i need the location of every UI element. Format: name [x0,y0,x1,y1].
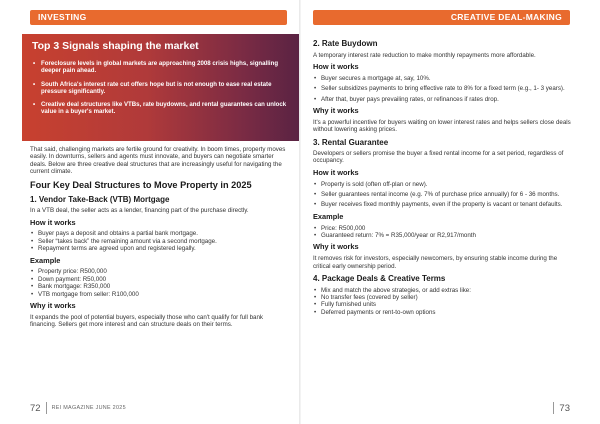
list-item: • Price: R500,000 [313,225,571,232]
signal-item: • Foreclosure levels in global markets are approaching 2008 crisis highs, signalling deeper pain ahead. [32,60,289,75]
page-number: 73 [559,402,570,414]
vtb-why-body: It expands the pool of potential buyers, especially those who can't qualify for full bank financing. Sellers get more interest and can structure deals on their terms. [30,313,264,329]
rental-example-heading: Example [313,211,344,221]
rental-example-list [313,225,571,240]
vtb-how-list [30,230,288,252]
article-headline: Four Key Deal Structures to Move Property in 2025 [30,179,252,190]
list-item: • Bank mortgage: R350,000 [30,283,288,290]
rental-body: Developers or sellers promise the buyer a fixed rental income for a set period, regardless of occupancy. [313,150,564,165]
signals-list [32,60,289,116]
buydown-how-heading: How it works [313,61,359,71]
rental-why-body: It removes risk for investors, especially newcomers, by ensuring stable income during the critical early ownership period. [313,255,558,270]
list-item: • Down payment: R50,000 [30,276,288,283]
right-page-column [313,36,571,319]
list-item: • No transfer fees (covered by seller) [313,294,571,301]
package-list [313,287,571,317]
list-item: • Repayment terms are agreed upon and registered legally. [30,245,288,252]
list-item: • VTB mortgage from seller: R100,000 [30,291,288,298]
left-page-column [30,146,288,333]
buydown-heading: 2. Rate Buydown [313,39,378,48]
footer-divider [46,402,47,414]
list-item: • Deferred payments or rent-to-own options [313,309,571,316]
list-item: • Seller guarantees rental income (e.g. 7% of purchase price annually) for 6 - 36 months. [313,191,571,198]
magazine-issue-label: REI MAGAZINE JUNE 2025 [51,405,126,411]
vtb-why-heading: Why it works [30,300,76,310]
buydown-body: A temporary interest rate reduction to make monthly repayments more affordable. [313,51,536,59]
vtb-body: In a VTB deal, the seller acts as a lender, financing part of the purchase directly. [30,207,249,215]
list-item: • Buyer pays a deposit and obtains a partial bank mortgage. [30,230,288,237]
vtb-example-list [30,268,288,298]
signals-callout-box [22,34,299,141]
list-item: • Seller “takes back” the remaining amount via a second mortgage. [30,238,288,245]
rental-how-list [313,181,571,209]
signal-item: • Creative deal structures like VTBs, rate buydowns, and rental guarantees can unlock value in a buyer's market. [32,101,289,116]
left-page-footer [30,401,126,415]
rental-why-heading: Why it works [313,242,359,252]
list-item: • Seller subsidizes payments to bring effective rate to 8% for a fixed term (e.g., 1- 3 years). [313,85,571,92]
list-item: • Property is sold (often off-plan or new). [313,181,571,188]
buydown-why-body: It's a powerful incentive for buyers waiting on lower interest rates and helps sellers close deals without lowering asking prices. [313,118,571,134]
rental-heading: 3. Rental Guarantee [313,137,389,147]
list-item: • Guaranteed return: 7% = R35,000/year or R2,917/month [313,232,571,239]
list-item: • Property price: R500,000 [30,268,288,275]
package-heading: 4. Package Deals & Creative Terms [313,274,446,284]
footer-divider [553,402,554,414]
buydown-how-list [313,75,571,103]
rental-how-heading: How it works [313,167,359,177]
list-item: • After that, buyer pays prevailing rates, or refinances if rates drop. [313,96,571,103]
list-item: • Fully furnished units [313,301,571,308]
list-item: • Buyer secures a mortgage at, say, 10%. [313,75,571,82]
vtb-example-heading: Example [30,255,61,265]
vtb-heading: 1. Vendor Take-Back (VTB) Mortgage [30,194,170,204]
page-gutter [299,0,301,424]
right-page-footer [548,401,570,415]
section-tab-creative-deal-making: CREATIVE DEAL-MAKING [313,10,570,25]
vtb-how-heading: How it works [30,217,76,227]
signal-item: • South Africa's interest rate cut offers hope but is not enough to ease real estate pressure significantly. [32,81,289,96]
page-number: 72 [30,402,41,414]
intro-paragraph: That said, challenging markets are fertile ground for creativity. In boom times, property moves easily. In downturns, sellers and agents must innovate, and buyers can negotiate smarter deals. Below are three creative deal structures that are increasingly useful for navigating the current climate. [30,146,286,176]
list-item: • Mix and match the above strategies, or add extras like: [313,287,571,294]
buydown-why-heading: Why it works [313,105,359,115]
signals-title: Top 3 Signals shaping the market [32,40,199,52]
section-tab-investing: INVESTING [30,10,287,25]
list-item: • Buyer receives fixed monthly payments, even if the property is vacant or tenant defaults. [313,201,571,208]
